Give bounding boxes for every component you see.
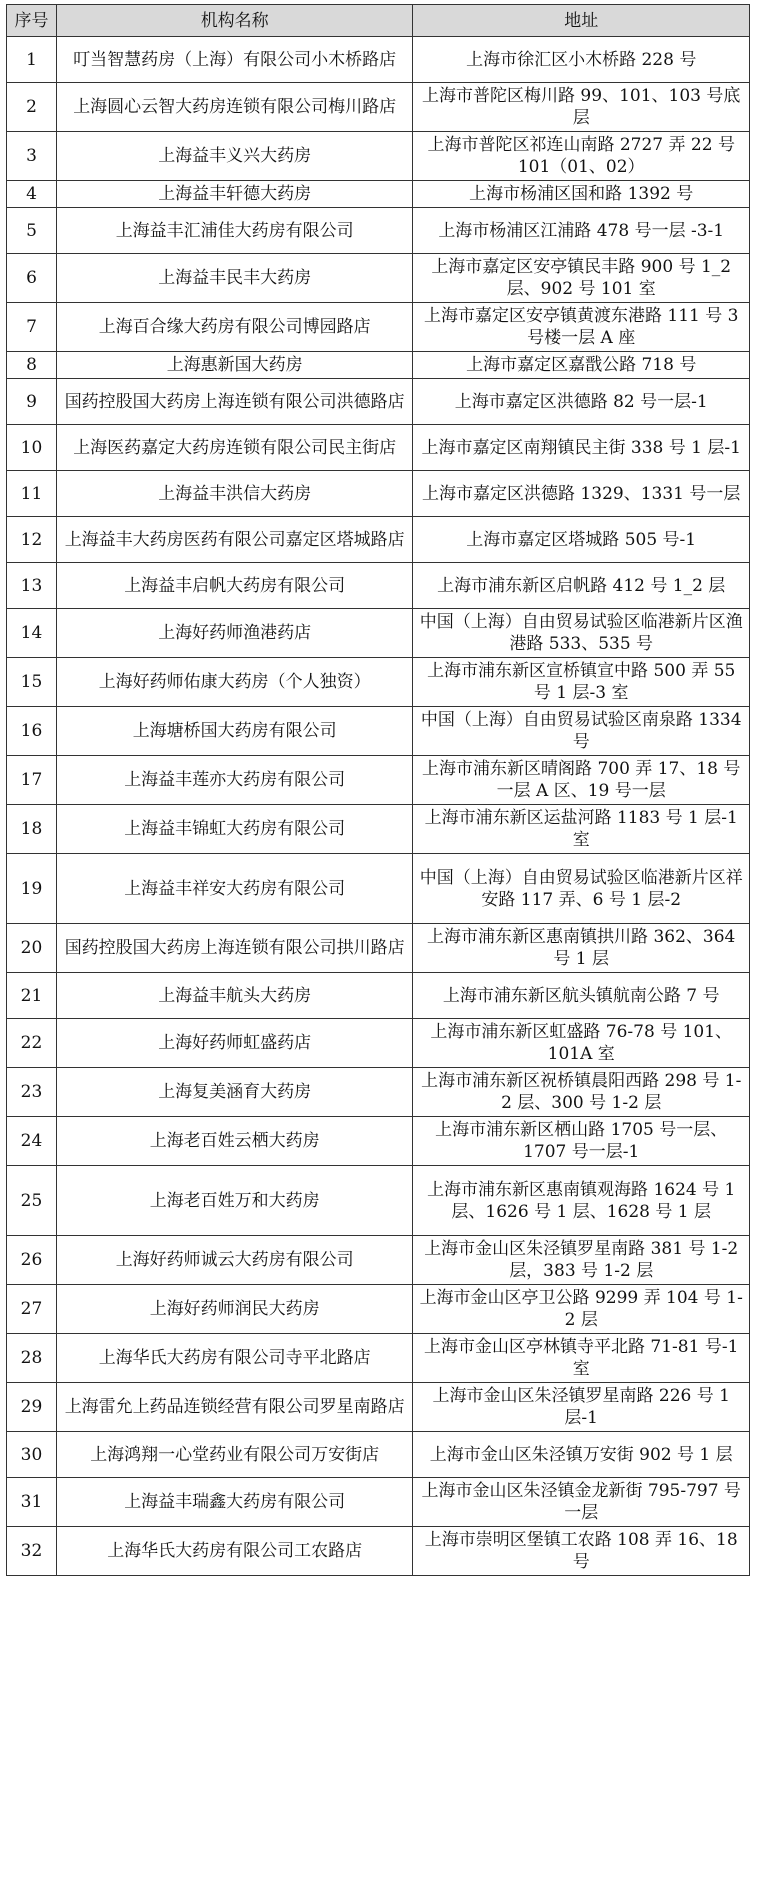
row-seq: 21 <box>7 973 57 1019</box>
row-org-name: 上海益丰航头大药房 <box>56 973 412 1019</box>
row-address: 上海市金山区亭卫公路 9299 弄 104 号 1-2 层 <box>413 1285 750 1334</box>
row-org-name: 上海益丰义兴大药房 <box>56 132 412 181</box>
row-address: 上海市嘉定区南翔镇民主街 338 号 1 层-1 <box>413 425 750 471</box>
row-seq: 16 <box>7 707 57 756</box>
row-address: 上海市浦东新区惠南镇观海路 1624 号 1 层、1626 号 1 层、1628 号 1 层 <box>413 1166 750 1236</box>
row-address: 上海市浦东新区启帆路 412 号 1_2 层 <box>413 563 750 609</box>
row-org-name: 上海复美涵育大药房 <box>56 1068 412 1117</box>
header-address: 地址 <box>413 5 750 37</box>
table-row <box>7 1166 750 1236</box>
table-row <box>7 352 750 379</box>
row-seq: 26 <box>7 1236 57 1285</box>
row-seq: 8 <box>7 352 57 379</box>
row-address: 上海市嘉定区塔城路 505 号-1 <box>413 517 750 563</box>
table-row <box>7 1236 750 1285</box>
header-seq: 序号 <box>7 5 57 37</box>
row-seq: 13 <box>7 563 57 609</box>
row-address: 上海市普陀区梅川路 99、101、103 号底层 <box>413 83 750 132</box>
table-row <box>7 854 750 924</box>
row-address: 上海市浦东新区运盐河路 1183 号 1 层-1 室 <box>413 805 750 854</box>
row-seq: 22 <box>7 1019 57 1068</box>
pharmacy-table <box>6 4 750 1576</box>
row-org-name: 上海老百姓万和大药房 <box>56 1166 412 1236</box>
row-org-name: 国药控股国大药房上海连锁有限公司洪德路店 <box>56 379 412 425</box>
row-org-name: 上海益丰莲亦大药房有限公司 <box>56 756 412 805</box>
row-seq: 10 <box>7 425 57 471</box>
row-org-name: 上海华氏大药房有限公司工农路店 <box>56 1527 412 1576</box>
row-address: 上海市金山区朱泾镇万安街 902 号 1 层 <box>413 1432 750 1478</box>
row-org-name: 上海益丰大药房医药有限公司嘉定区塔城路店 <box>56 517 412 563</box>
row-org-name: 上海雷允上药品连锁经营有限公司罗星南路店 <box>56 1383 412 1432</box>
row-org-name: 上海好药师渔港药店 <box>56 609 412 658</box>
row-address: 上海市浦东新区惠南镇拱川路 362、364 号 1 层 <box>413 924 750 973</box>
table-row <box>7 1383 750 1432</box>
row-address: 上海市杨浦区国和路 1392 号 <box>413 181 750 208</box>
row-seq: 25 <box>7 1166 57 1236</box>
row-org-name: 上海益丰民丰大药房 <box>56 254 412 303</box>
row-address: 上海市杨浦区江浦路 478 号一层 -3-1 <box>413 208 750 254</box>
table-row <box>7 1068 750 1117</box>
table-row <box>7 973 750 1019</box>
row-seq: 12 <box>7 517 57 563</box>
row-org-name: 上海益丰汇浦佳大药房有限公司 <box>56 208 412 254</box>
row-org-name: 上海华氏大药房有限公司寺平北路店 <box>56 1334 412 1383</box>
table-row <box>7 83 750 132</box>
table-row <box>7 1285 750 1334</box>
row-seq: 11 <box>7 471 57 517</box>
table-row <box>7 756 750 805</box>
row-org-name: 上海益丰瑞鑫大药房有限公司 <box>56 1478 412 1527</box>
row-org-name: 上海益丰启帆大药房有限公司 <box>56 563 412 609</box>
row-address: 上海市金山区朱泾镇罗星南路 381 号 1-2 层，383 号 1-2 层 <box>413 1236 750 1285</box>
table-row <box>7 303 750 352</box>
table-row <box>7 658 750 707</box>
row-address: 上海市金山区朱泾镇罗星南路 226 号 1 层-1 <box>413 1383 750 1432</box>
row-address: 上海市嘉定区洪德路 1329、1331 号一层 <box>413 471 750 517</box>
row-seq: 14 <box>7 609 57 658</box>
row-org-name: 上海好药师诚云大药房有限公司 <box>56 1236 412 1285</box>
table-row <box>7 132 750 181</box>
row-address: 上海市徐汇区小木桥路 228 号 <box>413 37 750 83</box>
row-address: 上海市金山区亭林镇寺平北路 71-81 号-1 室 <box>413 1334 750 1383</box>
table-row <box>7 471 750 517</box>
row-address: 上海市嘉定区安亭镇民丰路 900 号 1_2 层、902 号 101 室 <box>413 254 750 303</box>
table-row <box>7 805 750 854</box>
row-org-name: 上海好药师润民大药房 <box>56 1285 412 1334</box>
row-org-name: 上海益丰轩德大药房 <box>56 181 412 208</box>
row-address: 上海市崇明区堡镇工农路 108 弄 16、18 号 <box>413 1527 750 1576</box>
row-address: 上海市普陀区祁连山南路 2727 弄 22 号 101（01、02） <box>413 132 750 181</box>
row-org-name: 叮当智慧药房（上海）有限公司小木桥路店 <box>56 37 412 83</box>
table-row <box>7 379 750 425</box>
row-address: 上海市嘉定区洪德路 82 号一层-1 <box>413 379 750 425</box>
row-seq: 18 <box>7 805 57 854</box>
row-org-name: 上海塘桥国大药房有限公司 <box>56 707 412 756</box>
table-row <box>7 37 750 83</box>
row-seq: 2 <box>7 83 57 132</box>
table-row <box>7 208 750 254</box>
row-seq: 5 <box>7 208 57 254</box>
row-address: 上海市嘉定区安亭镇黄渡东港路 111 号 3 号楼一层 A 座 <box>413 303 750 352</box>
row-seq: 28 <box>7 1334 57 1383</box>
row-seq: 20 <box>7 924 57 973</box>
row-address: 上海市金山区朱泾镇金龙新街 795-797 号一层 <box>413 1478 750 1527</box>
row-org-name: 上海益丰祥安大药房有限公司 <box>56 854 412 924</box>
row-seq: 1 <box>7 37 57 83</box>
row-seq: 7 <box>7 303 57 352</box>
row-address: 中国（上海）自由贸易试验区临港新片区祥安路 117 弄、6 号 1 层-2 <box>413 854 750 924</box>
row-address: 上海市嘉定区嘉戬公路 718 号 <box>413 352 750 379</box>
row-org-name: 上海百合缘大药房有限公司博园路店 <box>56 303 412 352</box>
row-address: 上海市浦东新区航头镇航南公路 7 号 <box>413 973 750 1019</box>
table-header-row <box>7 5 750 37</box>
row-org-name: 上海益丰洪信大药房 <box>56 471 412 517</box>
table-row <box>7 1478 750 1527</box>
row-seq: 4 <box>7 181 57 208</box>
row-org-name: 上海好药师佑康大药房（个人独资） <box>56 658 412 707</box>
row-seq: 29 <box>7 1383 57 1432</box>
row-seq: 9 <box>7 379 57 425</box>
row-seq: 32 <box>7 1527 57 1576</box>
row-org-name: 国药控股国大药房上海连锁有限公司拱川路店 <box>56 924 412 973</box>
row-seq: 6 <box>7 254 57 303</box>
table-row <box>7 609 750 658</box>
row-address: 上海市浦东新区虹盛路 76-78 号 101、101A 室 <box>413 1019 750 1068</box>
row-seq: 27 <box>7 1285 57 1334</box>
row-org-name: 上海圆心云智大药房连锁有限公司梅川路店 <box>56 83 412 132</box>
row-seq: 15 <box>7 658 57 707</box>
row-org-name: 上海惠新国大药房 <box>56 352 412 379</box>
table-row <box>7 924 750 973</box>
row-seq: 23 <box>7 1068 57 1117</box>
row-org-name: 上海益丰锦虹大药房有限公司 <box>56 805 412 854</box>
row-seq: 3 <box>7 132 57 181</box>
row-org-name: 上海好药师虹盛药店 <box>56 1019 412 1068</box>
table-row <box>7 707 750 756</box>
row-org-name: 上海鸿翔一心堂药业有限公司万安街店 <box>56 1432 412 1478</box>
row-address: 中国（上海）自由贸易试验区临港新片区渔港路 533、535 号 <box>413 609 750 658</box>
row-seq: 24 <box>7 1117 57 1166</box>
row-address: 上海市浦东新区晴阁路 700 弄 17、18 号一层 A 区、19 号一层 <box>413 756 750 805</box>
row-address: 中国（上海）自由贸易试验区南泉路 1334 号 <box>413 707 750 756</box>
table-row <box>7 1117 750 1166</box>
table-row <box>7 1019 750 1068</box>
row-org-name: 上海医药嘉定大药房连锁有限公司民主街店 <box>56 425 412 471</box>
row-seq: 31 <box>7 1478 57 1527</box>
table-row <box>7 1334 750 1383</box>
table-row <box>7 254 750 303</box>
table-row <box>7 425 750 471</box>
row-address: 上海市浦东新区栖山路 1705 号一层、1707 号一层-1 <box>413 1117 750 1166</box>
table-row <box>7 517 750 563</box>
row-org-name: 上海老百姓云栖大药房 <box>56 1117 412 1166</box>
row-seq: 19 <box>7 854 57 924</box>
row-address: 上海市浦东新区宣桥镇宣中路 500 弄 55 号 1 层-3 室 <box>413 658 750 707</box>
header-org-name: 机构名称 <box>56 5 412 37</box>
row-seq: 17 <box>7 756 57 805</box>
table-row <box>7 563 750 609</box>
row-seq: 30 <box>7 1432 57 1478</box>
row-address: 上海市浦东新区祝桥镇晨阳西路 298 号 1-2 层、300 号 1-2 层 <box>413 1068 750 1117</box>
table-row <box>7 1432 750 1478</box>
table-row <box>7 1527 750 1576</box>
table-row <box>7 181 750 208</box>
